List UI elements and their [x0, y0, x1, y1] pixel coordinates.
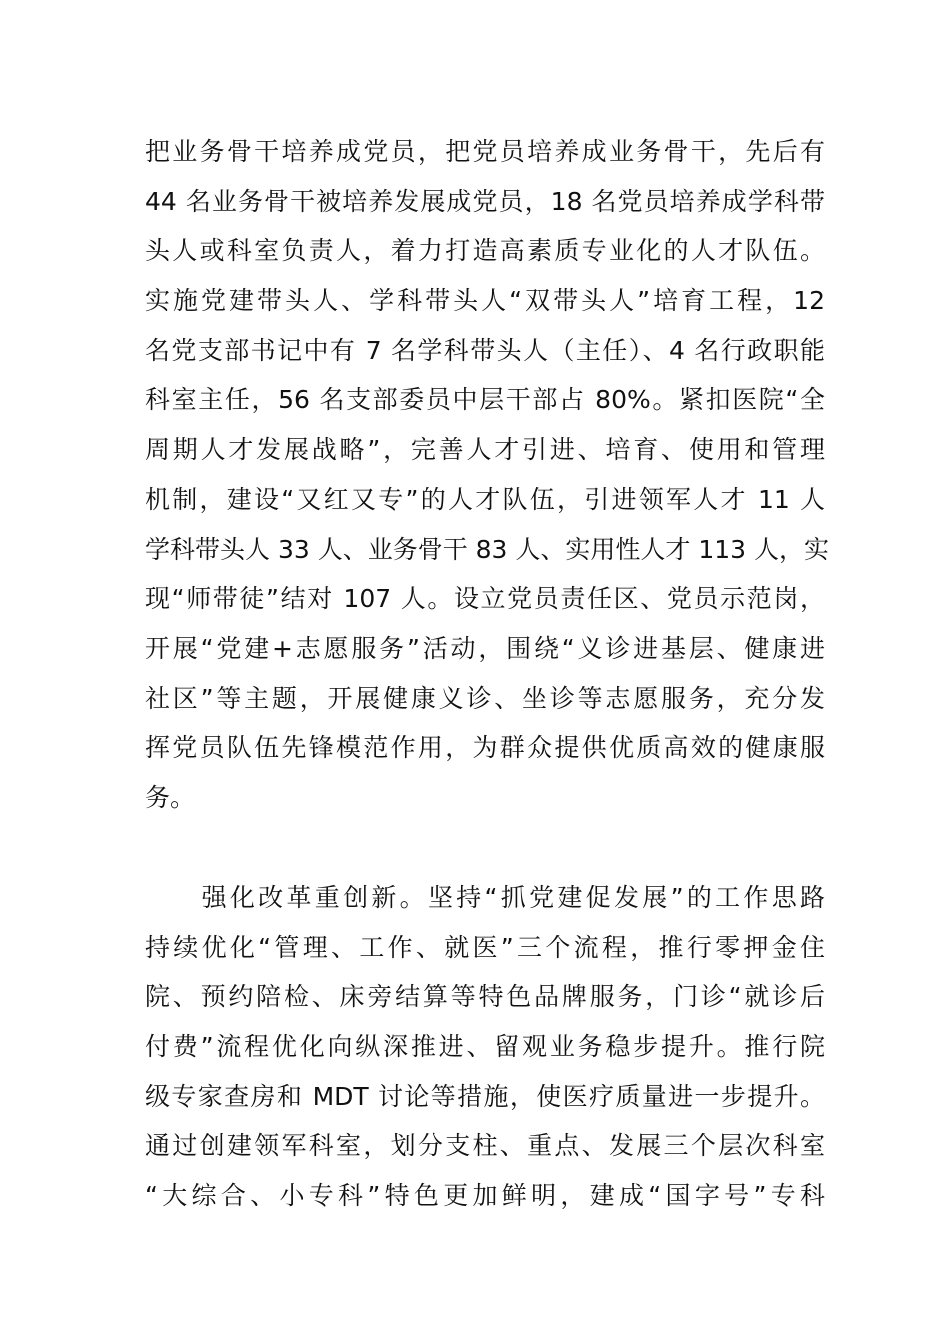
- text-line: 挥党员队伍先锋模范作用，为群众提供优质高效的健康服: [145, 733, 825, 763]
- text-line: “大综合、小专科”特色更加鲜明，建成“国字号”专科: [145, 1181, 825, 1211]
- text-line: 44 名业务骨干被培养发展成党员，18 名党员培养成学科带: [145, 186, 825, 216]
- text-line: 头人或科室负责人，着力打造高素质专业化的人才队伍。: [145, 236, 825, 266]
- text-line: 现“师带徒”结对 107 人。设立党员责任区、党员示范岗，: [145, 584, 825, 614]
- text-line: 通过创建领军科室，划分支柱、重点、发展三个层次科室: [145, 1131, 825, 1161]
- text-line: 周期人才发展战略”，完善人才引进、培育、使用和管理: [145, 435, 825, 465]
- paragraph-talent-team: [145, 127, 830, 823]
- text-line: 院、预约陪检、床旁结算等特色品牌服务，门诊“就诊后: [145, 982, 825, 1012]
- text-line: 级专家查房和 MDT 讨论等措施，使医疗质量进一步提升。: [145, 1081, 825, 1111]
- text-line: 学科带头人 33 人、业务骨干 83 人、实用性人才 113 人，实: [145, 534, 830, 564]
- text-line: 实施党建带头人、学科带头人“双带头人”培育工程，12: [145, 286, 825, 316]
- text-line: 把业务骨干培养成党员，把党员培养成业务骨干，先后有: [145, 137, 825, 166]
- text-line: 持续优化“管理、工作、就医”三个流程，推行零押金住: [145, 932, 825, 962]
- text-line: 科室主任，56 名支部委员中层干部占 80%。紧扣医院“全: [145, 385, 825, 415]
- text-line: 强化改革重创新。坚持“抓党建促发展”的工作思路: [145, 883, 825, 912]
- text-line: 机制，建设“又红又专”的人才队伍，引进领军人才 11 人: [145, 484, 825, 514]
- text-line: 付费”流程优化向纵深推进、留观业务稳步提升。推行院: [145, 1032, 825, 1062]
- text-line: 务。: [145, 782, 196, 812]
- text-line: 社区”等主题，开展健康义诊、坐诊等志愿服务，充分发: [145, 683, 825, 713]
- paragraph-reform-innovation: [145, 873, 825, 1221]
- text-line: 名党支部书记中有 7 名学科带头人（主任）、4 名行政职能: [145, 335, 825, 365]
- text-line: 开展“党建+志愿服务”活动，围绕“义诊进基层、健康进: [145, 633, 825, 663]
